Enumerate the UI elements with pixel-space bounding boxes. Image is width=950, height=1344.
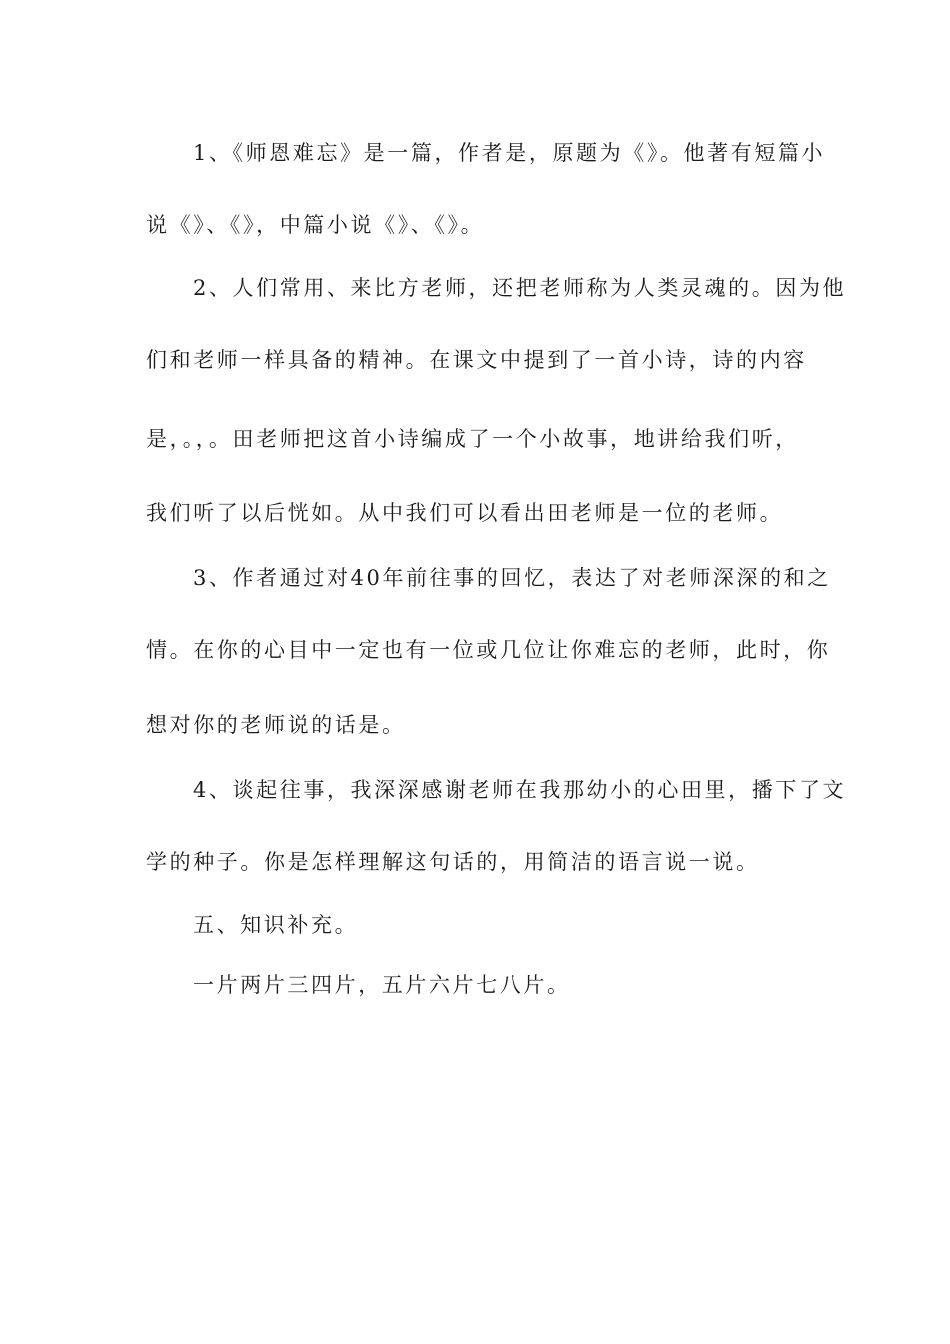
question-3-line-1: 3、作者通过对40年前往事的回忆，表达了对老师深深的和之 [193,566,831,590]
question-2-line-1: 2、人们常用、来比方老师，还把老师称为人类灵魂的。因为他 [193,276,847,300]
question-1-line-2: 说《》、《》，中篇小说《》、《》。 [146,213,485,237]
question-4-line-2: 学的种子。你是怎样理解这句话的，用简洁的语言说一说。 [146,850,760,874]
question-2-line-3: 是，。，。田老师把这首小诗编成了一个小故事，地讲给我们听， [146,427,799,451]
section-heading: 五、知识补充。 [193,913,359,937]
question-2-line-4: 我们听了以后恍如。从中我们可以看出田老师是一位的老师。 [146,501,784,525]
question-1-line-1: 1、《师恩难忘》是一篇，作者是，原题为《》。他著有短篇小 [193,141,826,165]
question-3-line-2: 情。在你的心目中一定也有一位或几位让你难忘的老师，此时，你 [146,638,831,662]
question-4-line-1: 4、谈起往事，我深深感谢老师在我那幼小的心田里，播下了文 [193,778,847,802]
question-2-line-2: 们和老师一样具备的精神。在课文中提到了一首小诗，诗的内容 [146,348,807,372]
question-3-line-3: 想对你的老师说的话是。 [146,713,406,737]
supplement-text: 一片两片三四片，五片六片七八片。 [193,973,571,997]
